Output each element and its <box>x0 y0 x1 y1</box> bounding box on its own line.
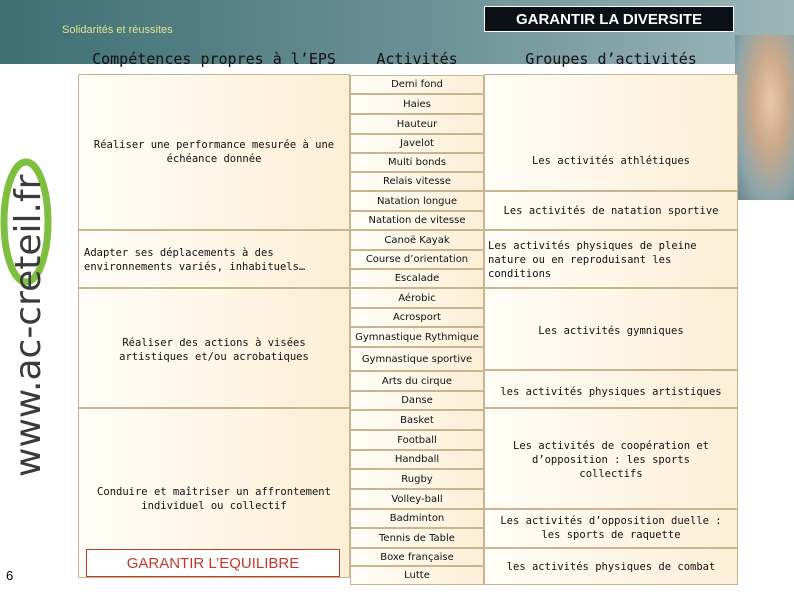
column-header-activites: Activités <box>376 50 458 68</box>
ac-creteil-logo <box>0 72 52 482</box>
column-header-groupes: Groupes d’activités <box>525 50 697 68</box>
activity-item: Rugby <box>401 473 433 485</box>
competence-affrontement: Conduire et maîtriser un affrontement individuel ou collectif <box>97 486 331 512</box>
brand-url: www.ac-creteil.fr <box>8 174 49 477</box>
activity-item: Gymnastique Rythmique <box>355 331 479 343</box>
group-artistiques: les activités physiques artistiques <box>500 386 722 398</box>
activity-item: Natation longue <box>376 195 458 207</box>
activity-item: Haies <box>403 98 431 110</box>
activity-item: Aérobic <box>398 292 436 304</box>
competence-deplacements: Adapter ses déplacements à des environnements variés, inhabituels… <box>84 247 306 273</box>
subtitle: Solidarités et réussites <box>62 24 173 36</box>
activity-item: Course d’orientation <box>365 254 469 265</box>
activity-item: Tennis de Table <box>379 532 455 544</box>
activity-item: Lutte <box>404 570 430 581</box>
competence-artistiques: Réaliser des actions à visées artistiques et/ou acrobatiques <box>119 337 309 363</box>
activity-item: Danse <box>401 395 433 406</box>
activity-item: Basket <box>400 414 434 426</box>
activity-item: Javelot <box>400 138 434 149</box>
group-gymniques: Les activités gymniques <box>538 325 684 337</box>
equilibre-box: GARANTIR L’EQUILIBRE <box>86 549 340 577</box>
activity-item: Football <box>397 434 437 446</box>
activity-item: Relais vitesse <box>382 176 452 187</box>
diversite-banner: GARANTIR LA DIVERSITE <box>484 6 734 32</box>
activity-item: Canoë Kayak <box>384 234 450 246</box>
group-sports-collectifs: Les activités de coopération et d’opposition : les sports collectifs <box>513 440 709 480</box>
activity-item: Escalade <box>394 273 440 284</box>
column-header-competences: Compétences propres à l’EPS <box>92 50 336 68</box>
group-combat: les activités physiques de combat <box>506 561 716 573</box>
activity-item: Volley-ball <box>391 493 443 505</box>
activity-item: Badminton <box>389 513 445 524</box>
page-number: 6 <box>6 568 14 583</box>
activity-item: Arts du cirque <box>381 375 453 387</box>
group-athletiques: Les activités athlétiques <box>531 155 691 167</box>
group-raquette: Les activités d’opposition duelle : les sports de raquette <box>500 515 722 541</box>
group-pleine-nature: Les activités physiques de pleine nature ou en reproduisant les conditions <box>488 240 697 280</box>
group-natation: Les activités de natation sportive <box>503 205 719 217</box>
decorative-photo <box>735 35 794 200</box>
group-panel-1 <box>484 74 738 191</box>
activity-item: Boxe française <box>380 551 454 563</box>
competence-performance: Réaliser une performance mesurée à une échéance donnée <box>93 139 335 165</box>
activity-item: Hauteur <box>396 118 438 130</box>
activity-item: Multi bonds <box>388 157 446 168</box>
activity-item: Handball <box>394 454 440 465</box>
activity-item: Gymnastique sportive <box>361 353 473 365</box>
activity-item: Acrosport <box>393 312 441 323</box>
activity-item: Demi fond <box>391 79 443 90</box>
activity-item: Natation de vitesse <box>368 215 466 226</box>
